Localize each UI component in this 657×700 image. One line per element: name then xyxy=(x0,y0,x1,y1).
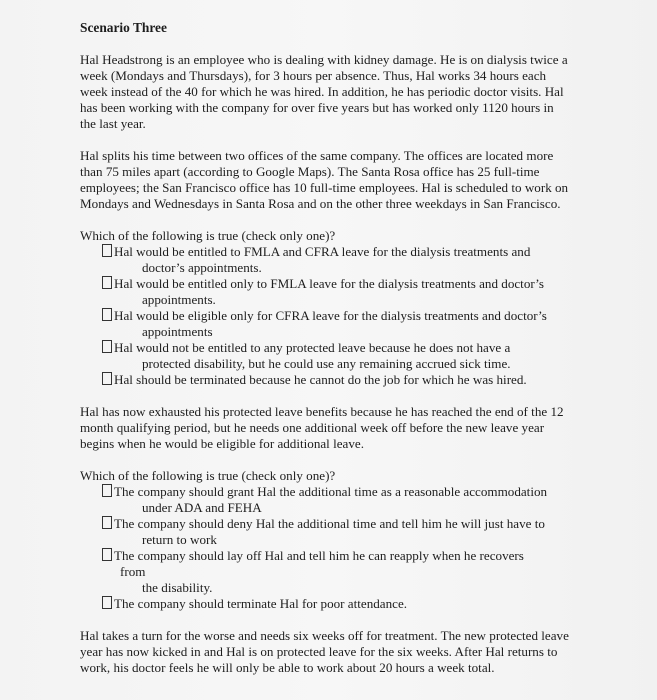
paragraph-exhausted-leave: Hal has now exhausted his protected leave benefits because he has reached the end of the 12 month qualifying period, but he needs one additional week off before the new leave year begins when he would be eligible for additional leave. xyxy=(80,404,564,451)
paragraph-worse: Hal takes a turn for the worse and needs six weeks off for treatment. The new protected leave year has now kicked in and Hal is on protected leave for the six weeks. After Hal returns to work, his doctor feels he will only be able to work about 20 hours a week total. xyxy=(80,628,569,675)
checkbox-icon[interactable] xyxy=(102,340,112,353)
paragraph-background: Hal Headstrong is an employee who is dealing with kidney damage. He is on dialysis twice a week (Mondays and Thursdays), for 3 hours per absence. Thus, Hal works 34 hours each week instead of the 40 for which he was hired. In addition, he has periodic doctor visits. Hal has been working with the company for over five years but has worked only 1120 hours in the last year. xyxy=(80,52,568,131)
question-1-prompt: Which of the following is true (check only one)? xyxy=(80,228,336,243)
checkbox-icon[interactable] xyxy=(102,548,112,561)
q2-option[interactable]: The company should terminate Hal for poor attendance. xyxy=(102,596,570,612)
q1-option[interactable]: Hal would not be entitled to any protected leave because he does not have a protected disability, but he could use any remaining accrued sick time. xyxy=(102,340,570,372)
question-1-options xyxy=(80,244,570,388)
checkbox-icon[interactable] xyxy=(102,516,112,529)
q1-option[interactable]: Hal would be entitled to FMLA and CFRA leave for the dialysis treatments and doctor’s appointments. xyxy=(102,244,570,276)
checkbox-icon[interactable] xyxy=(102,596,112,609)
q1-option[interactable]: Hal would be eligible only for CFRA leave for the dialysis treatments and doctor’s appointments xyxy=(102,308,570,340)
document-content xyxy=(80,20,570,676)
question-2-prompt: Which of the following is true (check only one)? xyxy=(80,468,336,483)
q2-option[interactable]: The company should lay off Hal and tell him he can reapply when he recovers from the disability. xyxy=(102,548,570,596)
checkbox-icon[interactable] xyxy=(102,244,112,257)
paragraph-offices: Hal splits his time between two offices of the same company. The offices are located more than 75 miles apart (according to Google Maps). The Santa Rosa office has 25 full-time employees; the San Francisco office has 10 full-time employees. Hal is scheduled to work on Mondays and Wednesdays in Santa Rosa and on the other three weekdays in San Francisco. xyxy=(80,148,569,211)
checkbox-icon[interactable] xyxy=(102,372,112,385)
q1-option[interactable]: Hal should be terminated because he cannot do the job for which he was hired. xyxy=(102,372,570,388)
scenario-title: Scenario Three xyxy=(80,20,167,35)
checkbox-icon[interactable] xyxy=(102,308,112,321)
question-2-options xyxy=(80,484,570,612)
checkbox-icon[interactable] xyxy=(102,484,112,497)
q2-option[interactable]: The company should deny Hal the additional time and tell him he will just have to return to work xyxy=(102,516,570,548)
q2-option[interactable]: The company should grant Hal the additional time as a reasonable accommodation under ADA and FEHA xyxy=(102,484,570,516)
checkbox-icon[interactable] xyxy=(102,276,112,289)
q1-option[interactable]: Hal would be entitled only to FMLA leave for the dialysis treatments and doctor’s appointments. xyxy=(102,276,570,308)
